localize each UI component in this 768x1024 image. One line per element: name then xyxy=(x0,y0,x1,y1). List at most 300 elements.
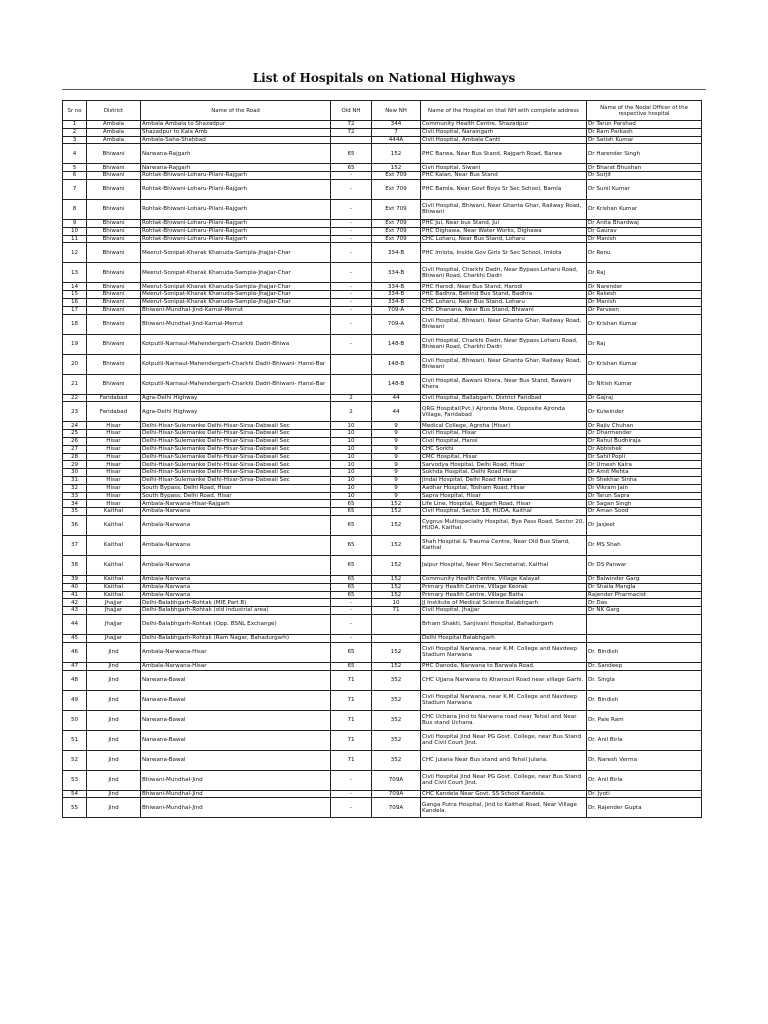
nodal-officer-cell: Dr Narender xyxy=(587,283,702,291)
sr-no-cell: 35 xyxy=(63,508,87,516)
district-cell: Hisar xyxy=(87,437,141,445)
sr-no-cell: 11 xyxy=(63,235,87,243)
sr-no-cell: 24 xyxy=(63,422,87,430)
header-old-nh: Old NH xyxy=(331,101,372,121)
nodal-officer-cell: Dr Nitish Kumar xyxy=(587,374,702,394)
table-row xyxy=(63,430,702,438)
sr-no-cell: 34 xyxy=(63,500,87,508)
sr-no-cell: 29 xyxy=(63,461,87,469)
road-name-cell: Bhiwani-Mundhal-Jind xyxy=(141,770,331,790)
district-cell: Bhiwani xyxy=(87,219,141,227)
table-row xyxy=(63,199,702,219)
sr-no-cell: 8 xyxy=(63,199,87,219)
sr-no-cell: 2 xyxy=(63,128,87,136)
road-name-cell: Delhi-Hisar-Sulemanke Delhi-Hisar-Sirsa-Dabwali Sec xyxy=(141,461,331,469)
table-row xyxy=(63,591,702,599)
table-header xyxy=(63,101,702,121)
district-cell: Bhiwani xyxy=(87,291,141,299)
district-cell: Faridabad xyxy=(87,394,141,402)
road-name-cell: Meerut-Sonipat-Kharak Khanuda-Sampla-Jhajjar-Char xyxy=(141,263,331,283)
table-row xyxy=(63,583,702,591)
hospital-cell: Civil Hospital Narwana, near K.M. College and Navdeep Stadium Narwana xyxy=(421,642,587,662)
new-nh-cell: Ext 709 xyxy=(372,227,421,235)
table-row xyxy=(63,445,702,453)
sr-no-cell: 13 xyxy=(63,263,87,283)
table-row xyxy=(63,642,702,662)
road-name-cell: Meerut-Sonipat-Kharak Khanuda-Sampla-Jhajjar-Char xyxy=(141,298,331,306)
old-nh-cell: - xyxy=(331,219,372,227)
table-row xyxy=(63,235,702,243)
district-cell: Hisar xyxy=(87,492,141,500)
hospital-cell: Primary Health Centre, Village Batta xyxy=(421,591,587,599)
table-row xyxy=(63,710,702,730)
district-cell: Jind xyxy=(87,690,141,710)
hospital-cell: PHC Badhra, Behind Bus Stand, Badhra xyxy=(421,291,587,299)
new-nh-cell: 334-B xyxy=(372,243,421,263)
sr-no-cell: 38 xyxy=(63,555,87,575)
district-cell: Bhiwani xyxy=(87,243,141,263)
new-nh-cell: Ext 709 xyxy=(372,199,421,219)
hospitals-table xyxy=(62,100,702,818)
nodal-officer-cell: Dr Raj xyxy=(587,334,702,354)
sr-no-cell: 12 xyxy=(63,243,87,263)
table-row xyxy=(63,614,702,634)
table-row xyxy=(63,555,702,575)
hospital-cell: Civil Hospital, Bhiwani, Near Ghanta Ghar, Railway Road, Bhiwani xyxy=(421,199,587,219)
hospital-cell: Civil Hospital Jind Near PG Govt. College, near Bus Stand and Civil Court Jind. xyxy=(421,730,587,750)
road-name-cell: Delhi-Hisar-Sulemanke Delhi-Hisar-Sirsa-Dabwali Sec xyxy=(141,445,331,453)
nodal-officer-cell: Dr Krishan Kumar xyxy=(587,199,702,219)
new-nh-cell: Ext 709 xyxy=(372,235,421,243)
new-nh-cell: 152 xyxy=(372,591,421,599)
district-cell: Jhajjar xyxy=(87,599,141,607)
new-nh-cell: 152 xyxy=(372,575,421,583)
table-row xyxy=(63,770,702,790)
hospital-cell: Civil Hospital, Charkhi Dadri, Near Bypass Loharu Road, Bhiwani Road, Charkhi Dadri xyxy=(421,334,587,354)
road-name-cell: Ambala-Narwana xyxy=(141,515,331,535)
old-nh-cell: - xyxy=(331,790,372,798)
nodal-officer-cell: Dr Satish Kumar xyxy=(587,136,702,144)
sr-no-cell: 17 xyxy=(63,306,87,314)
new-nh-cell xyxy=(372,614,421,634)
sr-no-cell: 53 xyxy=(63,770,87,790)
sr-no-cell: 21 xyxy=(63,374,87,394)
table-row xyxy=(63,354,702,374)
sr-no-cell: 37 xyxy=(63,535,87,555)
nodal-officer-cell: Dr. Anil Birla xyxy=(587,730,702,750)
old-nh-cell: 71 xyxy=(331,690,372,710)
nodal-officer-cell: Dr. Singla xyxy=(587,670,702,690)
hospital-cell: CHC Loharu, Near Bus Stand, Loharu xyxy=(421,235,587,243)
old-nh-cell: 2 xyxy=(331,394,372,402)
table-row xyxy=(63,476,702,484)
district-cell: Jind xyxy=(87,770,141,790)
table-row xyxy=(63,243,702,263)
new-nh-cell: 152 xyxy=(372,642,421,662)
old-nh-cell: 10 xyxy=(331,484,372,492)
district-cell: Hisar xyxy=(87,445,141,453)
table-row xyxy=(63,298,702,306)
road-name-cell: Bhiwani-Mundhal-Jind xyxy=(141,798,331,818)
new-nh-cell: 444A xyxy=(372,136,421,144)
road-name-cell: Delhi-Balabhgarh-Rohtak (MIE Part B) xyxy=(141,599,331,607)
new-nh-cell: 71 xyxy=(372,607,421,615)
hospital-cell: PHC Danoda, Narwana to Barwala Road. xyxy=(421,662,587,670)
sr-no-cell: 40 xyxy=(63,583,87,591)
new-nh-cell: 9 xyxy=(372,476,421,484)
hospital-cell: Jindal Hospital, Delhi Road Hisar xyxy=(421,476,587,484)
title-underline xyxy=(62,89,706,90)
road-name-cell: Delhi-Hisar-Sulemanke Delhi-Hisar-Sirsa-Dabwali Sec xyxy=(141,430,331,438)
sr-no-cell: 41 xyxy=(63,591,87,599)
new-nh-cell: 334-B xyxy=(372,298,421,306)
district-cell: Bhiwani xyxy=(87,199,141,219)
road-name-cell: Bhiwani-Mundhal-Jind xyxy=(141,790,331,798)
sr-no-cell: 45 xyxy=(63,634,87,642)
hospital-cell: PHC Imlota, Inside Gov Girls Sr Sec School, Imlota xyxy=(421,243,587,263)
old-nh-cell: 10 xyxy=(331,453,372,461)
new-nh-cell: 709A xyxy=(372,798,421,818)
table-row xyxy=(63,461,702,469)
nodal-officer-cell: Dr Sunil Kumar xyxy=(587,179,702,199)
old-nh-cell: - xyxy=(331,227,372,235)
new-nh-cell: 152 xyxy=(372,164,421,172)
table-row xyxy=(63,437,702,445)
table-row xyxy=(63,500,702,508)
sr-no-cell: 27 xyxy=(63,445,87,453)
road-name-cell: Ambala-Narwana-Hisar xyxy=(141,662,331,670)
sr-no-cell: 26 xyxy=(63,437,87,445)
hospital-cell: Civil Hospital, Jhajjar xyxy=(421,607,587,615)
road-name-cell: Delhi-Hisar-Sulemanke Delhi-Hisar-Sirsa-Dabwali Sec xyxy=(141,453,331,461)
road-name-cell: Kotputli-Narnaul-Mahendergarh-Charkhi Dadri-Bhiwa xyxy=(141,334,331,354)
road-name-cell: Bhiwani-Mundhal-Jind-Karnal-Merrut xyxy=(141,306,331,314)
new-nh-cell: 148-B xyxy=(372,334,421,354)
nodal-officer-cell: Dr Abhishek xyxy=(587,445,702,453)
old-nh-cell: - xyxy=(331,291,372,299)
nodal-officer-cell: Dr Tarun Parshad xyxy=(587,121,702,129)
sr-no-cell: 25 xyxy=(63,430,87,438)
district-cell: Hisar xyxy=(87,484,141,492)
table-row xyxy=(63,144,702,164)
district-cell: Jhajjar xyxy=(87,634,141,642)
district-cell: Bhiwani xyxy=(87,306,141,314)
old-nh-cell: 10 xyxy=(331,422,372,430)
hospital-cell: Civil Hospital, Ambala Cantt xyxy=(421,136,587,144)
road-name-cell: Ambala-Saha-Shahbad xyxy=(141,136,331,144)
sr-no-cell: 7 xyxy=(63,179,87,199)
nodal-officer-cell: Dr. Bindish xyxy=(587,642,702,662)
old-nh-cell: - xyxy=(331,298,372,306)
old-nh-cell: 72 xyxy=(331,128,372,136)
road-name-cell: Rohtak-Bhiwani-Loharu-Pilani-Rajgarh xyxy=(141,199,331,219)
road-name-cell: Ambala Ambala to Shazadpur xyxy=(141,121,331,129)
road-name-cell: Narwana-Bawal xyxy=(141,730,331,750)
old-nh-cell: - xyxy=(331,283,372,291)
table-row xyxy=(63,535,702,555)
sr-no-cell: 19 xyxy=(63,334,87,354)
header-new-nh: New NH xyxy=(372,101,421,121)
old-nh-cell: - xyxy=(331,172,372,180)
sr-no-cell: 33 xyxy=(63,492,87,500)
hospital-cell: Ganga Putra Hospital, Jind to Kaithal Road, Near Village Kandela. xyxy=(421,798,587,818)
nodal-officer-cell: Dr Kulwinder xyxy=(587,402,702,422)
table-row xyxy=(63,121,702,129)
sr-no-cell: 32 xyxy=(63,484,87,492)
table-row xyxy=(63,790,702,798)
district-cell: Bhiwani xyxy=(87,334,141,354)
sr-no-cell: 10 xyxy=(63,227,87,235)
district-cell: Ambala xyxy=(87,121,141,129)
old-nh-cell: 65 xyxy=(331,591,372,599)
district-cell: Faridabad xyxy=(87,402,141,422)
old-nh-cell: - xyxy=(331,314,372,334)
district-cell: Hisar xyxy=(87,469,141,477)
old-nh-cell: 71 xyxy=(331,730,372,750)
nodal-officer-cell: Dr Surjit xyxy=(587,172,702,180)
old-nh-cell: 10 xyxy=(331,461,372,469)
old-nh-cell: 65 xyxy=(331,642,372,662)
hospital-cell: Sukhda Hospital, Delhi Road Hisar xyxy=(421,469,587,477)
hospital-cell: Civil Hospital, Siwani xyxy=(421,164,587,172)
old-nh-cell: 65 xyxy=(331,144,372,164)
district-cell: Jind xyxy=(87,662,141,670)
new-nh-cell: 709-A xyxy=(372,314,421,334)
district-cell: Jind xyxy=(87,730,141,750)
district-cell: Kaithal xyxy=(87,508,141,516)
nodal-officer-cell: Dr Parveen xyxy=(587,306,702,314)
nodal-officer-cell: Dr. Anil Birla xyxy=(587,770,702,790)
road-name-cell: Narwana-Bawal xyxy=(141,750,331,770)
road-name-cell: Rohtak-Bhiwani-Loharu-Pilani-Rajgarh xyxy=(141,219,331,227)
district-cell: Jind xyxy=(87,750,141,770)
road-name-cell: Ambala-Narwana xyxy=(141,575,331,583)
road-name-cell: Shazadpur to Kala Amb xyxy=(141,128,331,136)
table-row xyxy=(63,402,702,422)
sr-no-cell: 42 xyxy=(63,599,87,607)
nodal-officer-cell: Dr Manish xyxy=(587,298,702,306)
hospital-cell: PHC Kalan, Near Bus Stand xyxy=(421,172,587,180)
nodal-officer-cell: Dr Harender Singh xyxy=(587,144,702,164)
nodal-officer-cell: Dr Gajraj xyxy=(587,394,702,402)
hospital-cell: Community Health Centre, Village Kalayat xyxy=(421,575,587,583)
table-row xyxy=(63,798,702,818)
new-nh-cell: 152 xyxy=(372,662,421,670)
new-nh-cell: 352 xyxy=(372,730,421,750)
road-name-cell: Delhi-Balabhgarh-Rohtak (old industrial area) xyxy=(141,607,331,615)
hospital-cell: Civil Hospital, Hisar xyxy=(421,430,587,438)
table-row xyxy=(63,599,702,607)
table-row xyxy=(63,394,702,402)
old-nh-cell: 72 xyxy=(331,121,372,129)
nodal-officer-cell: Dr Bharat Bhushan xyxy=(587,164,702,172)
old-nh-cell: 71 xyxy=(331,670,372,690)
district-cell: Hisar xyxy=(87,453,141,461)
old-nh-cell: - xyxy=(331,634,372,642)
table-row xyxy=(63,314,702,334)
hospital-cell: PHC Jui, Near bus Stand, Jui xyxy=(421,219,587,227)
road-name-cell: Rohtak-Bhiwani-Loharu-Pilani-Rajgarh xyxy=(141,227,331,235)
hospital-cell: Cygnus Multispecialty Hospital, Bye Pass Road, Sector 20, HUDA, Kaithal xyxy=(421,515,587,535)
hospital-cell: Civil Hospital, Sector 18, HUDA, Kaithal xyxy=(421,508,587,516)
table-row xyxy=(63,291,702,299)
new-nh-cell: 44 xyxy=(372,394,421,402)
hospital-cell: Sarvodya Hospital, Delhi Road, Hisar xyxy=(421,461,587,469)
hospital-cell: Brham Shakti, Sanjivani Hospital, Bahadurgarh xyxy=(421,614,587,634)
header-row xyxy=(63,101,702,121)
new-nh-cell: 152 xyxy=(372,515,421,535)
sr-no-cell: 20 xyxy=(63,354,87,374)
nodal-officer-cell: Dr MS Shah xyxy=(587,535,702,555)
nodal-officer-cell: Dr Krishan Kumar xyxy=(587,354,702,374)
hospital-cell: QRG Hospital(Pvt.) Ajronda More, Opposite Ajronda Village, Faridabad xyxy=(421,402,587,422)
district-cell: Bhiwani xyxy=(87,227,141,235)
header-district: District xyxy=(87,101,141,121)
nodal-officer-cell: Dr Sagan Singh xyxy=(587,500,702,508)
new-nh-cell: 152 xyxy=(372,508,421,516)
hospital-cell: Sapra Hospital, Hisar xyxy=(421,492,587,500)
road-name-cell: Kotputli-Narnaul-Mahendergarh-Charkhi Dadri-Bhiwani- Hansi-Bar xyxy=(141,374,331,394)
road-name-cell: Narwana-Bawal xyxy=(141,710,331,730)
old-nh-cell: 65 xyxy=(331,500,372,508)
old-nh-cell: 65 xyxy=(331,575,372,583)
new-nh-cell: 9 xyxy=(372,437,421,445)
nodal-officer-cell: Dr. Bindish xyxy=(587,690,702,710)
nodal-officer-cell: Dr Raj xyxy=(587,263,702,283)
hospital-cell: PHC Harodi, Near Bus Stand, Harodi xyxy=(421,283,587,291)
sr-no-cell: 31 xyxy=(63,476,87,484)
new-nh-cell xyxy=(372,634,421,642)
road-name-cell: Ambala-Narwana xyxy=(141,555,331,575)
nodal-officer-cell: Dr Shekhar Sinha xyxy=(587,476,702,484)
new-nh-cell: 10 xyxy=(372,599,421,607)
road-name-cell: Bhiwani-Mundhal-Jind-Karnal-Merrut xyxy=(141,314,331,334)
table-row xyxy=(63,469,702,477)
table-row xyxy=(63,607,702,615)
district-cell: Bhiwani xyxy=(87,374,141,394)
sr-no-cell: 52 xyxy=(63,750,87,770)
old-nh-cell xyxy=(331,354,372,374)
old-nh-cell: 65 xyxy=(331,508,372,516)
table-row xyxy=(63,508,702,516)
nodal-officer-cell: Dr Renu xyxy=(587,243,702,263)
district-cell: Kaithal xyxy=(87,583,141,591)
district-cell: Hisar xyxy=(87,422,141,430)
nodal-officer-cell: Dr. Jyoti xyxy=(587,790,702,798)
hospital-cell: Life Line, Hospital, Rajgarh Road, Hisar xyxy=(421,500,587,508)
district-cell: Bhiwani xyxy=(87,164,141,172)
sr-no-cell: 49 xyxy=(63,690,87,710)
district-cell: Kaithal xyxy=(87,535,141,555)
table-row xyxy=(63,575,702,583)
road-name-cell: Agra-Delhi Highway xyxy=(141,394,331,402)
nodal-officer-cell: Dr Vikram Jain xyxy=(587,484,702,492)
road-name-cell: Delhi-Hisar-Sulemanke Delhi-Hisar-Sirsa-Dabwali Sec xyxy=(141,422,331,430)
table-row xyxy=(63,136,702,144)
district-cell: Bhiwani xyxy=(87,283,141,291)
road-name-cell: Ambala-Narwana xyxy=(141,535,331,555)
road-name-cell: Narwana-Bawal xyxy=(141,670,331,690)
district-cell: Bhiwani xyxy=(87,298,141,306)
hospital-cell: CHC Kandela Near Govt. SS School Kandela. xyxy=(421,790,587,798)
nodal-officer-cell: Dr. Sandeep xyxy=(587,662,702,670)
header-hospital: Name of the Hospital on that NH with complete address xyxy=(421,101,587,121)
nodal-officer-cell: Dr Anita Bhardwaj xyxy=(587,219,702,227)
hospital-cell: CHC Dhanana, Near Bus Stand, Bhiwani xyxy=(421,306,587,314)
old-nh-cell: - xyxy=(331,263,372,283)
table-row xyxy=(63,179,702,199)
district-cell: Bhiwani xyxy=(87,354,141,374)
table-row xyxy=(63,219,702,227)
new-nh-cell: 9 xyxy=(372,484,421,492)
sr-no-cell: 51 xyxy=(63,730,87,750)
sr-no-cell: 23 xyxy=(63,402,87,422)
nodal-officer-cell: Dr Rakesh xyxy=(587,291,702,299)
old-nh-cell: - xyxy=(331,614,372,634)
road-name-cell: Narwana-Rajgarh xyxy=(141,144,331,164)
hospital-cell: Civil Hospital, Charkhi Dadri, Near Bypass Loharu Road, Bhiwani Road, Charkhi Dadri xyxy=(421,263,587,283)
new-nh-cell: 709-A xyxy=(372,306,421,314)
new-nh-cell: Ext 709 xyxy=(372,179,421,199)
new-nh-cell: 709A xyxy=(372,790,421,798)
district-cell: Jind xyxy=(87,790,141,798)
district-cell: Kaithal xyxy=(87,555,141,575)
old-nh-cell: 10 xyxy=(331,476,372,484)
old-nh-cell: - xyxy=(331,599,372,607)
sr-no-cell: 6 xyxy=(63,172,87,180)
sr-no-cell: 4 xyxy=(63,144,87,164)
sr-no-cell: 30 xyxy=(63,469,87,477)
district-cell: Jind xyxy=(87,670,141,690)
new-nh-cell: 9 xyxy=(372,430,421,438)
district-cell: Kaithal xyxy=(87,591,141,599)
table-row xyxy=(63,484,702,492)
old-nh-cell: - xyxy=(331,798,372,818)
district-cell: Ambala xyxy=(87,128,141,136)
hospital-cell: Civil Hospital Narwana, near K.M. College and Navdeep Stadium Narwana xyxy=(421,690,587,710)
nodal-officer-cell: Dr Aman Sood xyxy=(587,508,702,516)
district-cell: Bhiwani xyxy=(87,144,141,164)
old-nh-cell: 10 xyxy=(331,492,372,500)
nodal-officer-cell: Dr Shaila Mangla xyxy=(587,583,702,591)
nodal-officer-cell: Dr. Pale Ram xyxy=(587,710,702,730)
road-name-cell: Meerut-Sonipat-Kharak Khanuda-Sampla-Jhajjar-Char xyxy=(141,243,331,263)
hospital-cell: Civil Hospital Jind Near PG Govt. College, near Bus Stand and Civil Court Jind. xyxy=(421,770,587,790)
nodal-officer-cell: Dr. Naresh Verma xyxy=(587,750,702,770)
nodal-officer-cell: Dr Manish xyxy=(587,235,702,243)
sr-no-cell: 28 xyxy=(63,453,87,461)
sr-no-cell: 46 xyxy=(63,642,87,662)
sr-no-cell: 18 xyxy=(63,314,87,334)
hospital-cell: Shah Hospital & Trauma Centre, Near Old Bus Stand, Kaithal xyxy=(421,535,587,555)
nodal-officer-cell: Dr Das xyxy=(587,599,702,607)
hospital-cell: CHC Ujjana Narwana to Khanouri Road near village Garhi. xyxy=(421,670,587,690)
old-nh-cell: 65 xyxy=(331,555,372,575)
hospital-cell: PHC Bamla, Near Govt Boys Sr Sec School, Bamla xyxy=(421,179,587,199)
old-nh-cell: 65 xyxy=(331,515,372,535)
sr-no-cell: 16 xyxy=(63,298,87,306)
hospital-cell: Medical College, Agroha (Hisar) xyxy=(421,422,587,430)
hospital-cell: CHC Julana Near Bus stand and Tehsil Julana. xyxy=(421,750,587,770)
district-cell: Bhiwani xyxy=(87,179,141,199)
nodal-officer-cell: Dr Krishan Kumar xyxy=(587,314,702,334)
nodal-officer-cell: Dr Amit Mehta xyxy=(587,469,702,477)
new-nh-cell: 148-B xyxy=(372,354,421,374)
road-name-cell: Kotputli-Narnaul-Mahendergarh-Charkhi Dadri-Bhiwani- Hansi-Bar xyxy=(141,354,331,374)
sr-no-cell: 5 xyxy=(63,164,87,172)
hospital-cell: Primary Health Centre, Village Keorak xyxy=(421,583,587,591)
new-nh-cell: 9 xyxy=(372,469,421,477)
